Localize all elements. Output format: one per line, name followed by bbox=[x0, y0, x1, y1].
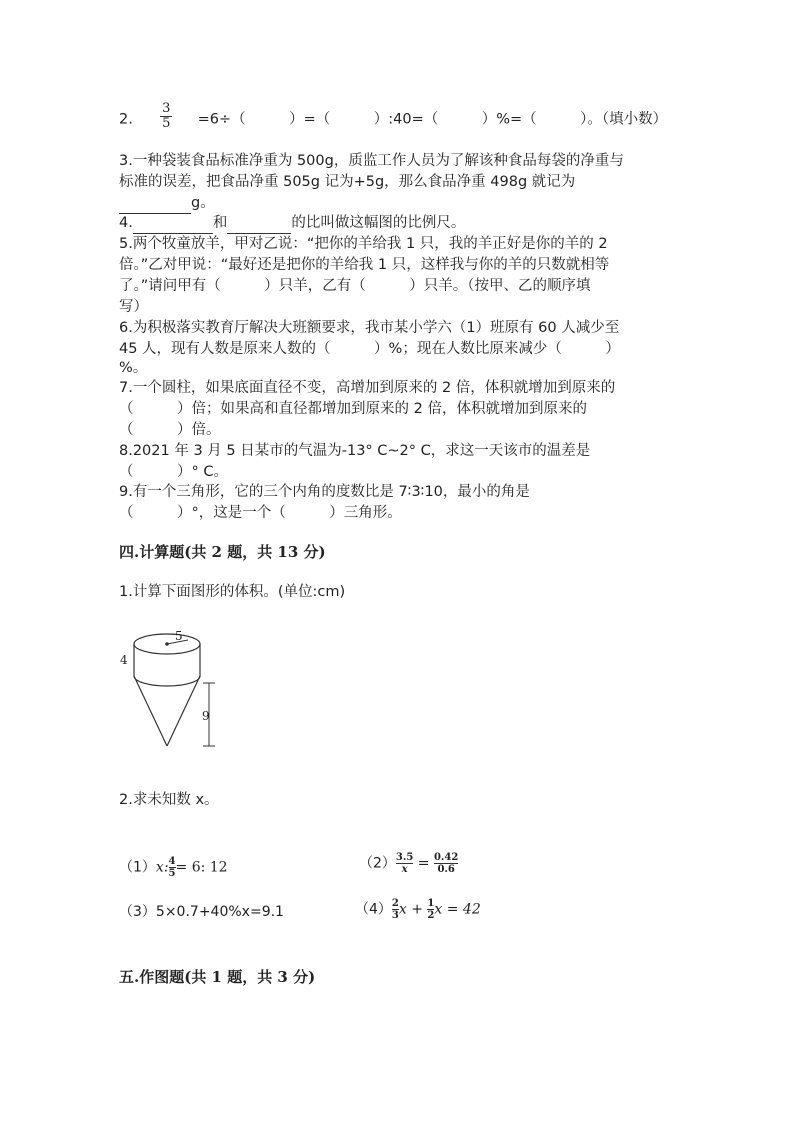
question-text: （ ）倍。 bbox=[119, 422, 221, 438]
equation-4: （4） $\frac{2}{3}$ x + $\frac{1}{2}$ x = 42 bbox=[355, 898, 481, 921]
fraction: $\frac{0.42}{0.6}$ bbox=[433, 852, 459, 875]
section-5-title: 五.作图题(共 1 题，共 3 分) bbox=[119, 968, 316, 986]
question-number: 2. bbox=[119, 111, 133, 128]
question-text: 7.一个圆柱，如果底面直径不变，高增加到原来的 2 倍，体积就增加到原来的 bbox=[119, 380, 616, 396]
calc-question-2: 2.求未知数 x。 bbox=[119, 792, 219, 808]
cylinder-cone-figure bbox=[115, 630, 225, 750]
question-text: 3.一种袋装食品标准净重为 500g，质监工作人员为了解该种食品每袋的净重与 bbox=[119, 153, 624, 169]
question-text: 5.两个牧童放羊，甲对乙说：“把你的羊给我 1 只，我的羊正好是你的羊的 2 bbox=[119, 236, 608, 252]
fraction: $\frac{4}{5}$ bbox=[168, 856, 176, 879]
equation-1: （1）x: $\frac{4}{5}$ = 6: 12 bbox=[119, 856, 228, 879]
section-4-title: 四.计算题(共 2 题，共 13 分) bbox=[119, 543, 326, 561]
question-text: %。 bbox=[119, 360, 148, 376]
answer-blank bbox=[119, 193, 191, 214]
answer-blank bbox=[227, 213, 291, 234]
question-text: 标准的误差，把食品净重 505g 记为+5g，那么食品净重 498g 就记为 bbox=[119, 174, 576, 190]
question-text: （ ）° C。 bbox=[119, 464, 228, 480]
calc-question-1: 1.计算下面图形的体积。(单位:cm) bbox=[119, 584, 346, 600]
cone-height-label: 9 bbox=[202, 709, 210, 723]
answer-blank bbox=[133, 213, 213, 234]
radius-label: 5 bbox=[175, 630, 183, 643]
question-text: 9.有一个三角形，它的三个内角的度数比是 7∶3∶10，最小的角是 bbox=[119, 484, 530, 500]
question-text: （ ）倍；如果高和直径都增加到原来的 2 倍，体积就增加到原来的 bbox=[119, 401, 587, 417]
question-text: （ ）°，这是一个（ ）三角形。 bbox=[119, 505, 402, 521]
fraction: $\frac{2}{3}$ bbox=[391, 898, 399, 921]
question-text: 8.2021 年 3 月 5 日某市的气温为-13° C~2° C，求这一天该市的温差是 bbox=[119, 443, 591, 459]
fraction: $\frac{3.5}{x}$ bbox=[395, 852, 414, 875]
fraction: $\frac{1}{2}$ bbox=[427, 898, 435, 921]
question-4: 4. 和 的比叫做这幅图的比例尺。 bbox=[119, 213, 465, 234]
equation-2: （2） $\frac{3.5}{x}$ = $\frac{0.42}{0.6}$ bbox=[359, 852, 459, 875]
question-text: 45 人，现有人数是原来人数的（ ）%；现在人数比原来减少（ ） bbox=[119, 341, 620, 357]
question-text: g。 bbox=[119, 193, 215, 214]
question-2 bbox=[119, 101, 668, 131]
height-label: 4 bbox=[120, 653, 128, 667]
fraction: $\frac{3}{5}$ bbox=[162, 101, 171, 131]
question-text: 倍。”乙对甲说：“最好还是把你的羊给我 1 只，这样我与你的羊的只数就相等 bbox=[119, 257, 610, 273]
question-text: 6.为积极落实教育厅解决大班额要求，我市某小学六（1）班原有 60 人减少至 bbox=[119, 320, 620, 336]
question-text: =6÷（ ）=（ ）:40=（ ）%=（ ）。（填小数） bbox=[197, 111, 668, 128]
question-text: 了。”请问甲有（ ）只羊，乙有（ ）只羊。（按甲、乙的顺序填 bbox=[119, 278, 591, 294]
question-text: 写） bbox=[119, 299, 148, 315]
equation-3: （3）5×0.7+40%x=9.1 bbox=[119, 904, 284, 920]
